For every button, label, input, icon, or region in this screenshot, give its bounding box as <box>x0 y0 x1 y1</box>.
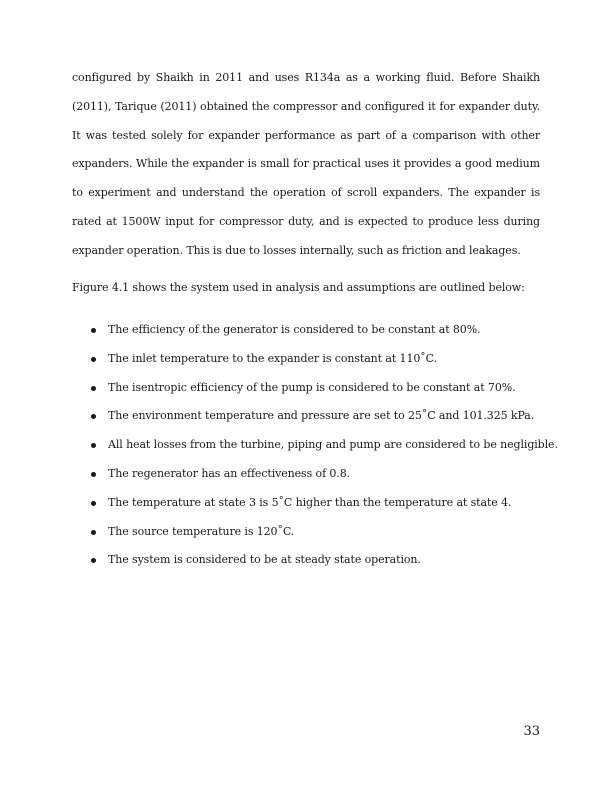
list-item-text: The environment temperature and pressure are set to 25˚C and 101.325 kPa. <box>108 409 535 423</box>
bullet-icon <box>91 443 96 448</box>
list-item <box>72 431 558 460</box>
list-item <box>72 374 540 403</box>
list-item <box>72 402 540 431</box>
list-item-text: The regenerator has an effectiveness of 0.8. <box>108 466 351 480</box>
list-item-text: The temperature at state 3 is 5˚C higher than the temperature at state 4. <box>108 495 512 509</box>
list-item-text: The inlet temperature to the expander is constant at 110˚C. <box>108 351 437 365</box>
bullet-icon <box>91 414 96 419</box>
bullet-icon <box>91 328 96 333</box>
list-item-text: The efficiency of the generator is considered to be constant at 80%. <box>108 323 481 336</box>
list-item <box>72 460 540 489</box>
list-item <box>72 345 540 374</box>
body-paragraph: configured by Shaikh in 2011 and uses R134a as a working fluid. Before Shaikh (2011), Tarique (2011) obtained the compressor and configured it for expander duty. It was tested solely for expander performance as part of a comparison with other expanders. While the expander is small for practical uses it provides a good medium to experiment and understand the operation of scroll expanders. The expander is rated at 1500W input for compressor duty, and is expected to produce less during expander operation. This is due to losses internally, such as friction and leakages. <box>72 71 540 257</box>
body-paragraph: Figure 4.1 shows the system used in analysis and assumptions are outlined below: <box>72 281 525 294</box>
list-item <box>72 546 540 575</box>
page-number: 33 <box>523 724 540 739</box>
list-item <box>72 489 540 518</box>
list-item-text: All heat losses from the turbine, piping and pump are considered to be negligible. <box>108 438 558 452</box>
bullet-icon <box>91 501 96 506</box>
assumptions-list <box>72 316 558 575</box>
bullet-icon <box>91 530 96 535</box>
list-item <box>72 316 540 345</box>
bullet-icon <box>91 558 96 563</box>
bullet-icon <box>91 472 96 477</box>
list-item-text: The system is considered to be at steady state operation. <box>108 553 421 567</box>
bullet-icon <box>91 386 96 391</box>
list-item-text: The source temperature is 120˚C. <box>108 524 295 538</box>
bullet-icon <box>91 357 96 362</box>
list-item-text: The isentropic efficiency of the pump is considered to be constant at 70%. <box>108 380 516 394</box>
list-item <box>72 518 540 547</box>
